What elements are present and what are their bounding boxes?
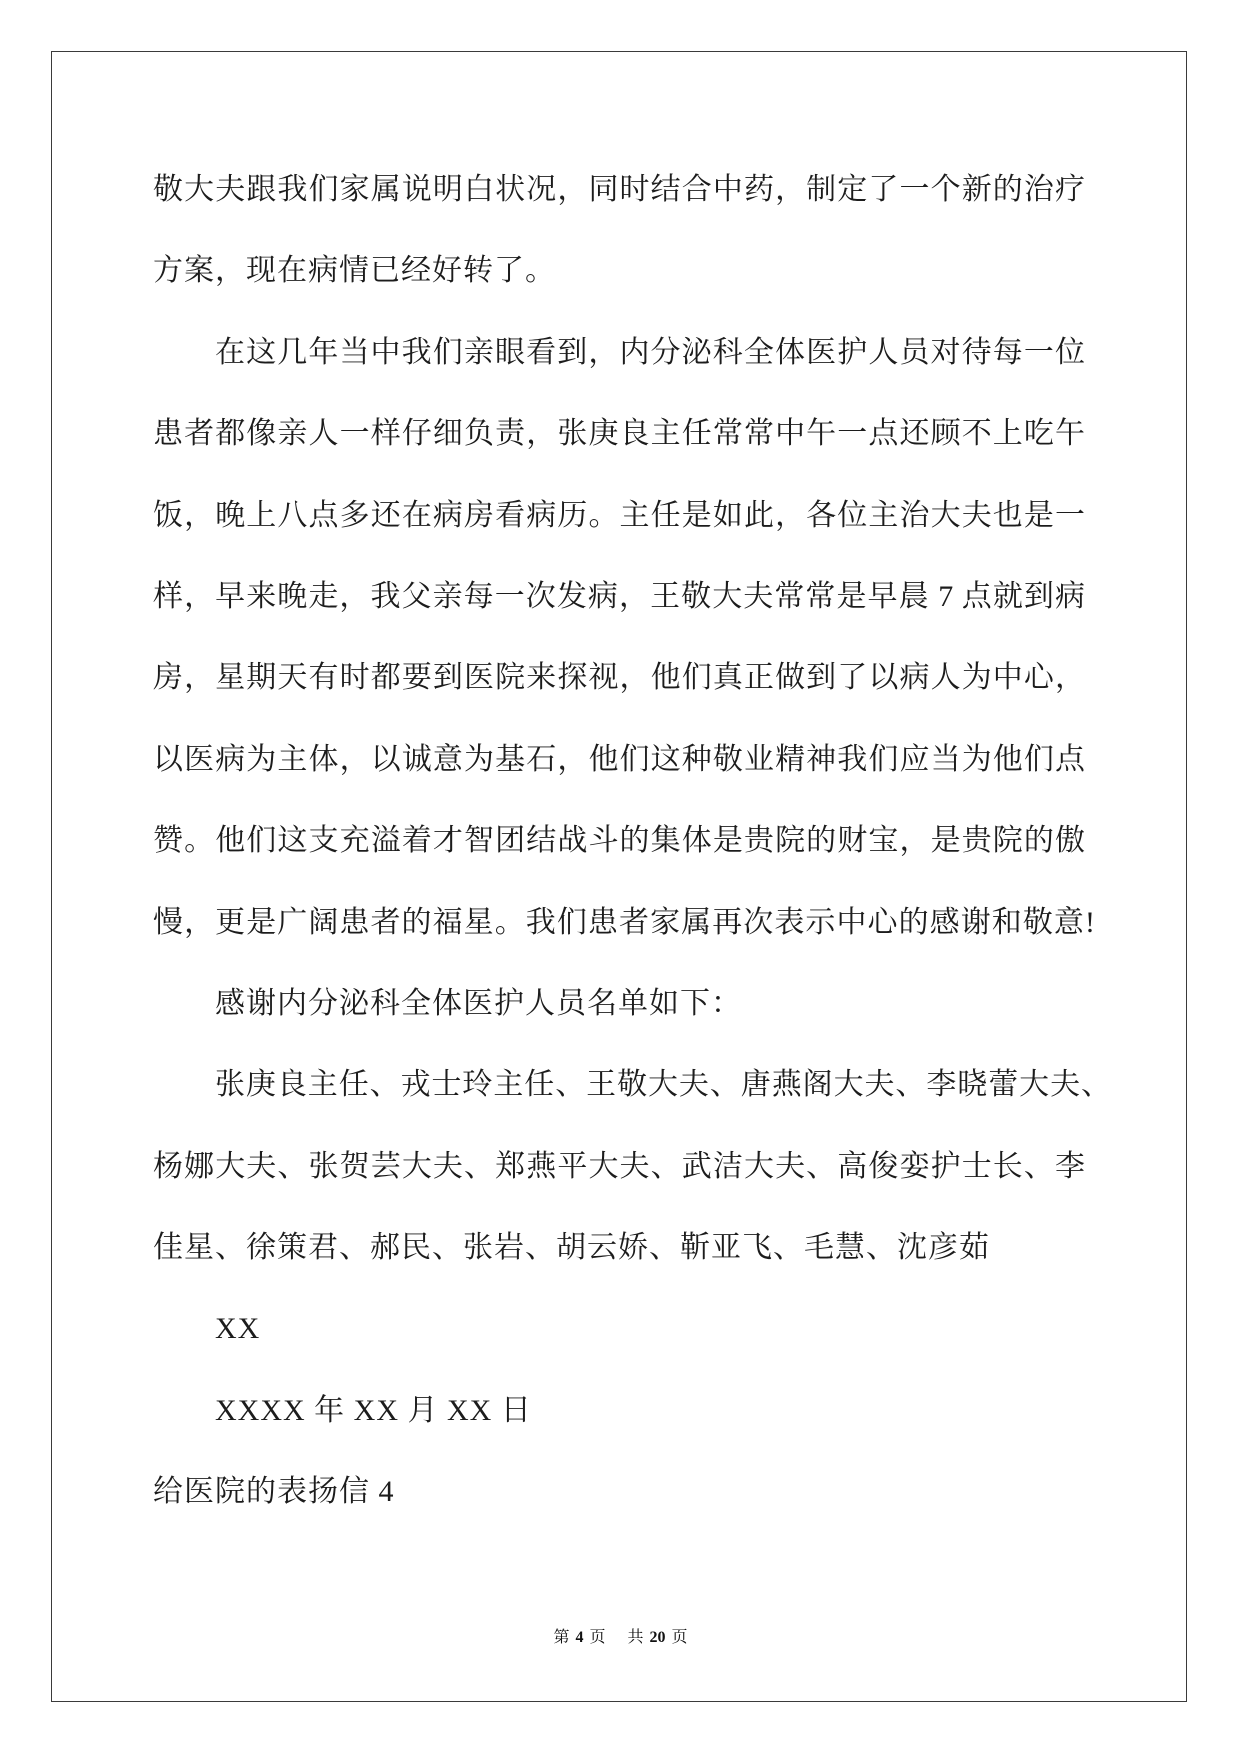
text-line: 房，星期天有时都要到医院来探视，他们真正做到了以病人为中心， bbox=[153, 661, 1085, 695]
page-number: 4 bbox=[575, 1629, 584, 1646]
body-text bbox=[153, 149, 1113, 1533]
total-label-suffix: 页 bbox=[671, 1629, 688, 1646]
text-line: 在这几年当中我们亲眼看到，内分泌科全体医护人员对待每一位 bbox=[215, 335, 1085, 369]
text-line: 饭，晚上八点多还在病房看病历。主任是如此，各位主治大夫也是一 bbox=[153, 498, 1085, 532]
text-line: 方案，现在病情已经好转了。 bbox=[153, 254, 556, 288]
text-line: 患者都像亲人一样仔细负责，张庚良主任常常中午一点还顾不上吃午 bbox=[153, 417, 1085, 451]
staff-list-line: 张庚良主任、戎士玲主任、王敬大夫、唐燕阁大夫、李晓蕾大夫、 bbox=[215, 1068, 1111, 1102]
total-label-prefix: 共 bbox=[627, 1629, 644, 1646]
text-line: 以医病为主体，以诚意为基石，他们这种敬业精神我们应当为他们点 bbox=[153, 742, 1085, 776]
staff-intro: 感谢内分泌科全体医护人员名单如下： bbox=[215, 986, 742, 1020]
total-pages: 20 bbox=[649, 1629, 666, 1646]
text-line: 敬大夫跟我们家属说明白状况，同时结合中药，制定了一个新的治疗 bbox=[153, 173, 1085, 206]
staff-list-line: 杨娜大夫、张贺芸大夫、郑燕平大夫、武洁大夫、高俊娈护士长、李 bbox=[153, 1149, 1085, 1183]
page-label-prefix: 第 bbox=[553, 1629, 570, 1646]
letter-date: XXXX 年 XX 月 XX 日 bbox=[215, 1393, 532, 1427]
text-line: 赞。他们这支充溢着才智团结战斗的集体是贵院的财宝，是贵院的傲 bbox=[153, 824, 1085, 858]
staff-list-line: 佳星、徐策君、郝民、张岩、胡云娇、靳亚飞、毛慧、沈彦茹 bbox=[153, 1231, 990, 1265]
page-footer bbox=[0, 1626, 1241, 1650]
text-line: 样，早来晚走，我父亲每一次发病，王敬大夫常常是早晨 7 点就到病 bbox=[153, 579, 1085, 613]
next-letter-title: 给医院的表扬信 4 bbox=[153, 1475, 395, 1509]
page-label-suffix: 页 bbox=[589, 1629, 606, 1646]
text-line: 慢，更是广阔患者的福星。我们患者家属再次表示中心的感谢和敬意! bbox=[153, 905, 1095, 939]
signature: XX bbox=[215, 1312, 261, 1346]
